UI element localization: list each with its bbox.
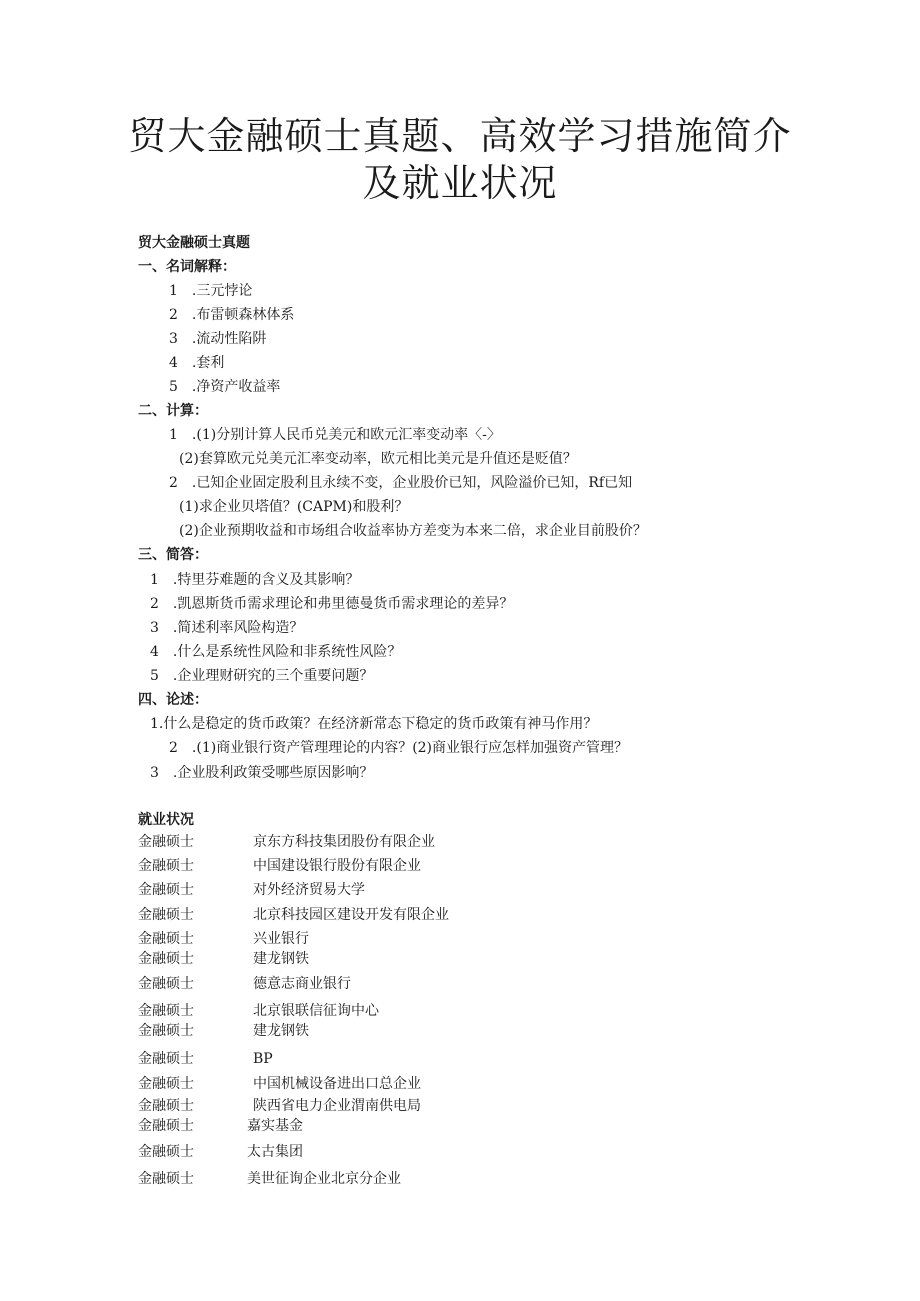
- degree-label: 金融硕士: [138, 1023, 194, 1039]
- degree-label: 金融硕士: [138, 907, 194, 923]
- s1-item-1: 1 .三元悖论: [169, 283, 253, 299]
- employer-name: BP: [253, 1051, 273, 1067]
- degree-label: 金融硕士: [138, 1051, 194, 1067]
- s1-item-2: 2 .布雷顿森林体系: [169, 307, 295, 323]
- employer-name: 对外经济贸易大学: [253, 882, 365, 898]
- degree-label: 金融硕士: [138, 858, 194, 874]
- employer-name: 中国建设银行股份有限企业: [253, 858, 421, 874]
- s2-question-1: 1 .(1)分别计算人民币兑美元和欧元汇率变动率〈-〉: [169, 427, 501, 443]
- degree-label: 金融硕士: [138, 931, 194, 947]
- s2-question-2: 2 .已知企业固定股利且永续不变，企业股价已知，风险溢价已知，Rf已知: [169, 475, 633, 491]
- s3-item-4: 4 .什么是系统性风险和非系统性风险？: [150, 644, 402, 660]
- employment-heading: 就业状况: [138, 812, 194, 828]
- employer-name: 兴业银行: [253, 931, 309, 947]
- s3-item-1: 1 .特里芬难题的含义及其影响？: [150, 572, 360, 588]
- employer-name: 德意志商业银行: [253, 976, 351, 992]
- degree-label: 金融硕士: [138, 1144, 194, 1160]
- s2-question-1-part-2: (2)套算欧元兑美元汇率变动率，欧元相比美元是升值还是贬值？: [179, 451, 577, 467]
- s3-item-2: 2 .凯恩斯货币需求理论和弗里德曼货币需求理论的差异？: [150, 596, 514, 612]
- s1-item-5: 5 .净资产收益率: [169, 379, 281, 395]
- employer-name: 美世征询企业北京分企业: [247, 1171, 401, 1187]
- employer-name: 太古集团: [247, 1144, 303, 1160]
- degree-label: 金融硕士: [138, 1171, 194, 1187]
- degree-label: 金融硕士: [138, 1098, 194, 1114]
- employer-name: 中国机械设备进出口总企业: [253, 1076, 421, 1092]
- s4-question-2: 2 .(1)商业银行资产管理理论的内容？(2)商业银行应怎样加强资产管理？: [169, 740, 629, 756]
- s2-question-2-part-1: (1)求企业贝塔值？(CAPM)和股利？: [179, 499, 409, 515]
- s3-item-3: 3 .简述利率风险构造？: [150, 620, 304, 636]
- s4-question-1: 1.什么是稳定的货币政策？在经济新常态下稳定的货币政策有神马作用？: [150, 716, 598, 732]
- s3-item-5: 5 .企业理财研究的三个重要问题？: [150, 668, 374, 684]
- employer-name: 建龙钢铁: [253, 1023, 309, 1039]
- degree-label: 金融硕士: [138, 951, 194, 967]
- section-1-heading: 一、名词解释：: [138, 259, 236, 275]
- employer-name: 北京银联信征询中心: [253, 1003, 379, 1019]
- section-4-heading: 四、论述：: [138, 692, 208, 708]
- s4-question-3: 3 .企业股利政策受哪些原因影响？: [150, 765, 374, 781]
- degree-label: 金融硕士: [138, 976, 194, 992]
- section-2-heading: 二、计算：: [138, 403, 208, 419]
- section-3-heading: 三、简答：: [138, 547, 208, 563]
- employer-name: 北京科技园区建设开发有限企业: [253, 907, 449, 923]
- employer-name: 建龙钢铁: [253, 951, 309, 967]
- employer-name: 陕西省电力企业渭南供电局: [253, 1098, 421, 1114]
- s1-item-4: 4 .套利: [169, 355, 225, 371]
- degree-label: 金融硕士: [138, 882, 194, 898]
- page-title-line-1: 贸大金融硕士真题、高效学习措施简介: [128, 114, 792, 158]
- s1-item-3: 3 .流动性陷阱: [169, 331, 267, 347]
- degree-label: 金融硕士: [138, 1076, 194, 1092]
- degree-label: 金融硕士: [138, 1003, 194, 1019]
- degree-label: 金融硕士: [138, 834, 194, 850]
- page-title-line-2: 及就业状况: [362, 161, 558, 205]
- employer-name: 京东方科技集团股份有限企业: [253, 834, 435, 850]
- degree-label: 金融硕士: [138, 1118, 194, 1134]
- s2-question-2-part-2: (2)企业预期收益和市场组合收益率协方差变为本来二倍，求企业目前股价？: [179, 523, 647, 539]
- exam-heading: 贸大金融硕士真题: [138, 235, 250, 251]
- employer-name: 嘉实基金: [247, 1118, 303, 1134]
